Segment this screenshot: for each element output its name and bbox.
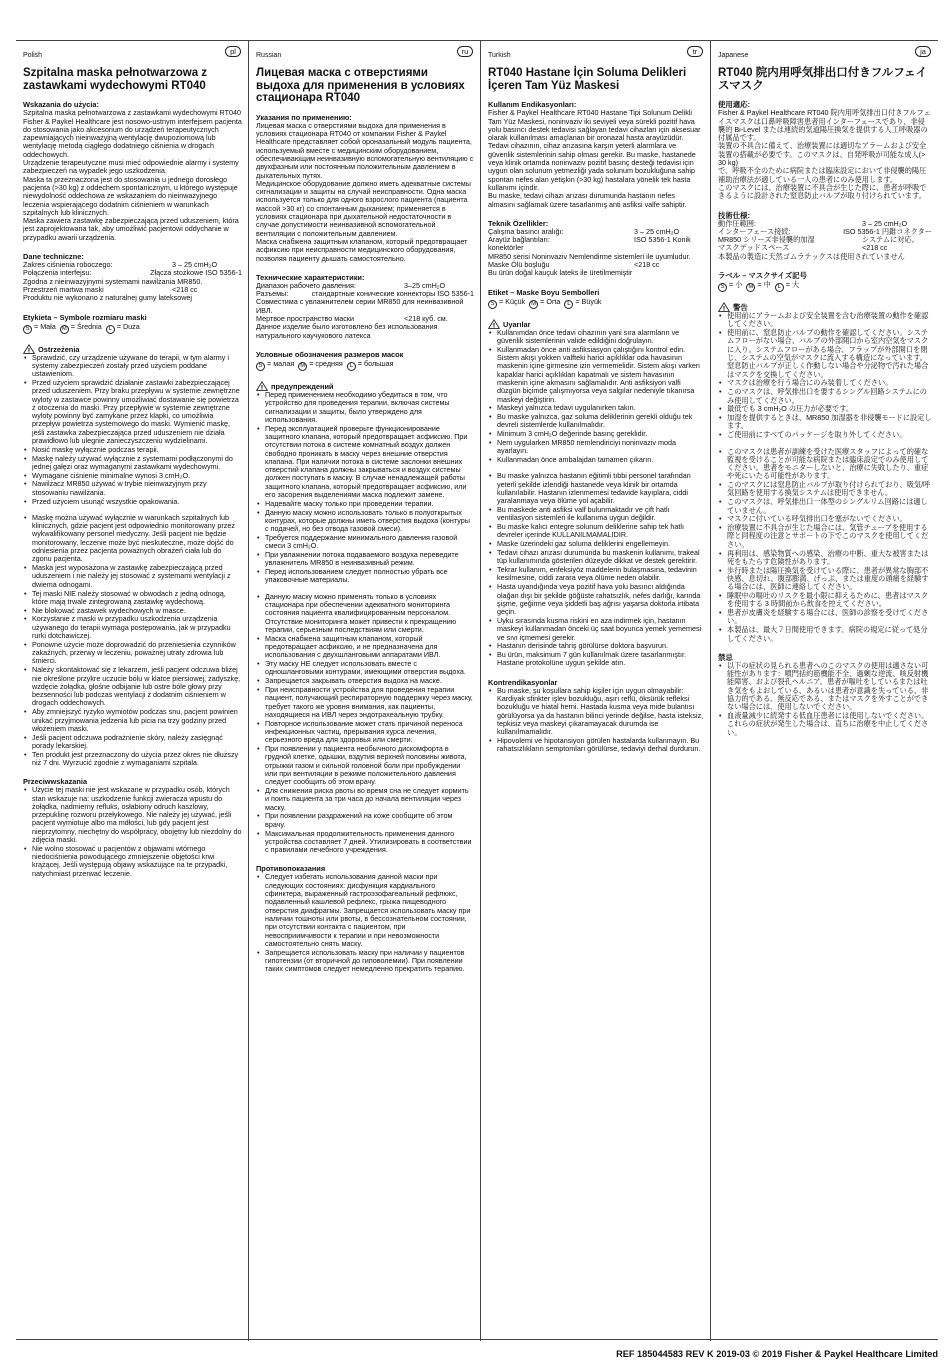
spec-label: Produktu nie wykonano z naturalnej gumy lateksowej	[23, 293, 193, 303]
size-meaning: = Büyük	[575, 296, 602, 306]
size-meaning: = 大	[785, 280, 800, 290]
spec-label: Bu ürün doğal kauçuk lateks ile üretilmemiştir	[488, 268, 633, 278]
spec-label: konektörler	[488, 243, 524, 253]
technical-specs-heading: Teknik Özellikler:	[488, 218, 549, 228]
warning-item: • Tej maski NIE należy stosować w obwodach z jedną odnogą, które mają trwale zintegrowaną zastawkę wydechową.	[23, 590, 242, 607]
warning-item: • Nem uygularken MR850 nemlendiriciyi noninvaziv moda ayarlayın.	[488, 439, 704, 456]
size-meaning: = Duża	[116, 321, 140, 331]
leaflet-sheet	[16, 40, 938, 1340]
language-code-badge: ru	[457, 46, 473, 57]
technical-specs-section	[256, 273, 474, 340]
warning-item: • Maska jest wyposażona w zastawkę zabezpieczającą przed uduszeniem i nie należy jej stosować z systemami wentylacji z dwiema odnogami.	[23, 564, 242, 589]
warning-item: • Bu ürün, maksimum 7 gün kullanılmak üzere tasarlanmıştır. Hastane protokolüne uygun şekilde atın.	[488, 651, 704, 668]
warning-item: • Aby zmniejszyć ryzyko wymiotów podczas snu, pacjent powinien unikać przyjmowania jedzenia lub picia na trzy godziny przed włożeniem maski.	[23, 708, 242, 733]
indications-section	[718, 100, 932, 200]
size-symbols-section	[256, 350, 474, 371]
warning-item: • 本製品は、最大７日間使用できます。病院の規定に従って処分してください。	[718, 626, 932, 643]
contraindication-item: • 以下の症状の見られる患者へのこのマスクの使用は適さない可能性があります：噴門括約筋機能不全、過剰な逆流、咳反射機能障害、および裂孔ヘルニア。患者が嘔吐をしているまたは吐き気をもよおしている、あるいは患者が意識を失っている、非協力的である、無反応である、またはマスクを外すことができない場合には、使用しないでください。	[718, 662, 932, 712]
warning-item: • ご使用前にすべてのパッケージを取り外してください。	[718, 431, 932, 439]
size-symbols-heading: ラベル – マスクサイズ記号	[718, 271, 807, 281]
warning-item: • Bu maske yalnızca hastanın eğitimli tıbbi personel tarafından yeterli şekilde izlendiği hastanede veya klinik bir ortamda kullanılabilir. Hastanın izlenmemesi tedavide kayıplara, ciddi yaralanmaya veya ölüme yol açabilir.	[488, 472, 704, 505]
warning-item: • Для снижения риска рвоты во время сна не следует кормить и поить пациента за три часа до начала вентиляции через маску.	[256, 787, 474, 812]
size-circle-icon: S	[256, 362, 265, 371]
size-circle-icon: M	[748, 284, 754, 291]
warning-item: • Маска снабжена защитным клапаном, который предотвращает асфиксию, и не предназначена для использования с двухшланговыми аппаратами ИВЛ.	[256, 635, 474, 660]
warning-item: • 最低でも 3 cmH₂O の圧力が必要です。	[718, 405, 932, 413]
warning-item: • Повторное использование может стать причиной переноса инфекционных частиц, прерывания курса лечения, серьезного вреда для здоровья или смерти.	[256, 720, 474, 745]
contraindication-item: • Nie wolno stosować u pacjentów z objawami wtórnego niedociśnienia powodującego zmniejszenie objętości krwi krążącej. Jeśli występują objawy wskazujące na te przypadki, natychmiast przerwać leczenie.	[23, 845, 242, 878]
warning-item: • 再利用は、感染物質への感染、治療の中断、重大な被害または死をもたらす危険性があります。	[718, 550, 932, 567]
contraindication-item: • 血液量減少に続発する低血圧患者には使用しないでください。これらの症状が発生した場合は、直ちに治療を中止してください。	[718, 712, 932, 737]
size-circle-icon: M	[531, 300, 537, 307]
indications-heading: 使用適応:	[718, 100, 751, 110]
contraindications-list	[488, 687, 704, 754]
contraindications-section	[488, 678, 704, 754]
size-symbol-legend	[256, 360, 474, 371]
language-name: Russian	[256, 52, 282, 59]
spec-value: стандартные конические коннекторы ISO 5356-1	[311, 289, 474, 299]
warning-item: • Przed użyciem sprawdzić działanie zastawki zabezpieczającej przed uduszeniem. Przy braku przepływu w systemie zewnętrzne wyloty w zastawce powinny umożliwiać dostawanie się powietrza z otoczenia do maski. Przy przepływie w systemie zewnętrzne wyloty powinny być zamykane przez klapki, co umożliwia przepływ powietrza systemowego do maski. Wymienić maskę, jeśli zastawka zabezpieczająca przed uduszeniem nie działa prawidłowo lub ulegnie zanieczyszczeniu wydzielinami.	[23, 379, 242, 445]
warnings-list	[256, 391, 474, 855]
warning-item: • Korzystanie z maski w przypadku uszkodzenia urządzenia używanego do terapii wymaga postępowania, jak w przypadku rurki dotchawiczej.	[23, 615, 242, 640]
spec-label: MR850 シリーズ非侵襲的加湿	[718, 235, 815, 245]
svg-text:!: !	[492, 321, 496, 329]
language-code-badge: tr	[687, 46, 703, 57]
warnings-section	[488, 319, 704, 668]
size-circle-icon: M	[300, 362, 306, 369]
spec-label: Połączenia interfejsu:	[23, 268, 92, 278]
size-circle-icon: S	[23, 325, 32, 334]
technical-specs-heading: Технические характеристики:	[256, 272, 365, 282]
warnings-heading: предупреждений	[271, 381, 334, 391]
warning-item: • Максимальная продолжительность применения данного устройства составляет 7 дней. Утилизировать в соответствии с правилами лечебного учреждения.	[256, 830, 474, 855]
indications-section	[256, 113, 474, 263]
spec-label: Maske Ölü boşluğu	[488, 260, 550, 270]
warning-item: • Эту маску НЕ следует использовать вместе с одношланговыми контурами, имеющими отверстия выдоха.	[256, 660, 474, 677]
spec-row	[256, 323, 474, 340]
contraindications-list	[718, 662, 932, 737]
warning-item: • Uyku sırasında kusma riskini en aza indirmek için, hastanın maskeyi kullanmadan önceki üç saat boyunca yemek yememesi ve sıvı içmemesi gerekir.	[488, 617, 704, 642]
spec-value: ISO 5356-1 Konik	[634, 235, 691, 245]
technical-specs-section	[23, 252, 242, 302]
size-circle-icon: S	[718, 283, 727, 292]
indications-text: Fisher & Paykel Healthcare RT040 院内用呼気排出口付きフルフェイスマスクは口鼻呼吸障害患者用インターフェースであり、非侵襲的 Bi-Level または連続的気道陽圧換気を提供する人工呼吸器の付属品です。 装置の不具合に備えて、治療装置には適切なアラームおよび安全装置の搭載が必要です。このマスクは、自発呼吸が可能な成人(> 30 kg) で、呼吸不全のために病院または臨床設定において非侵襲的陽圧補助治療法が適している一人の患者にのみ使用します。 このマスクには、治療装置に不具合が生じた際に、患者が呼吸できるように設計された窒息防止バルブが取り付けられています。	[718, 108, 931, 201]
spec-value: システムに対応。	[862, 235, 919, 245]
size-meaning: = малая	[267, 358, 295, 368]
size-symbols-heading: Etiket – Maske Boyu Sembolleri	[488, 287, 600, 297]
warning-item: • Kullanmadan önce ambalajdan tamamen çıkarın.	[488, 456, 704, 464]
indications-section	[488, 100, 704, 209]
warning-item: • Ten produkt jest przeznaczony do użycia przez okres nie dłuższy niż 7 dni. Wyrzucić zgodnie z wymaganiami szpitala.	[23, 751, 242, 768]
warnings-heading: Uyarılar	[503, 319, 531, 329]
indications-heading: Kullanım Endikasyonları:	[488, 100, 577, 110]
warning-item: • このマスクは患者が訓練を受けた医療スタッフによって的確な監視を受けることが可能な病院または臨床設定でのみ使用してください。患者をモニターしないと、治療に失敗したり、重症や死にいたる可能性があります。	[718, 448, 932, 481]
warning-item: • При неисправности устройства для проведения терапии пациент, получающий респираторную поддержку через маску, требует такого же уровня внимания, как пациенты, находящиеся на ИВЛ через эндотрахеальную трубку.	[256, 686, 474, 719]
spec-value: 3–25 cmH₂O	[404, 280, 446, 290]
warning-item: • Tedavi cihazı arızası durumunda bu maskenin kullanımı, trakeal tüp kullanımında gösterilen düzeyde dikkat ve destek gerektirir.	[488, 549, 704, 566]
warnings-section	[256, 381, 474, 855]
warning-item: • Kullanımdan önce tedavi cihazının yani sıra alarmların ve güvenlik sistemlerinin valide edildiğini doğrulayın.	[488, 329, 704, 346]
warning-item: • При появлении у пациента необычного дискомфорта в грудной клетке, одышки, вздутия верхней половины живота, отрыжки газом и сильной головной боли при пробуждении или при вентиляции в режиме положительного давления следует сообщить об этом врачу.	[256, 745, 474, 786]
contraindication-item: • Hipovolemi ve hipotansiyon görülen hastalarda kullanmayın. Bu rahatsızlıkların semptomları görülürse, tedaviyi derhal durdurun.	[488, 737, 704, 754]
warning-item: • 歩行時または陽圧換気を受けている際に、患者が異常な胸部不快感、息切れ、腹部膨満、げっぷ、または重度の頭痛を経験する場合には、医師に連絡してください。	[718, 567, 932, 592]
warning-item: • Maskeyi yalnızca tedavi uygulanırken takın.	[488, 404, 704, 412]
spec-value: 3 – 25 cmH₂O	[172, 260, 218, 270]
language-name: Turkish	[488, 52, 511, 59]
warning-item: • Перед применением необходимо убедиться в том, что устройство для проведения терапии, включая системы сигнализации и защиты, было утверждено для использования.	[256, 391, 474, 424]
size-meaning: = Orta	[540, 296, 561, 306]
contraindications-heading: Przeciwwskazania	[23, 777, 88, 787]
technical-specs-section	[488, 219, 704, 278]
size-meaning: = 小	[729, 280, 743, 290]
indications-text: Fisher & Paykel Healthcare RT040 Hastane Tipi Solunum Delikli Tam Yüz Maskesi, noninvaziv iki seviyeli veya sürekli pozitif hava yolu basıncı destek tedavisi sağlayan tedavi cihazları için aksesuar olarak kullanılması amaçlanan bir oronazal hasta arayüzüdür. Tedavi cihazının, cihaz arızasına karşın yeterli alarmlara ve güvenlik sistemlerinin sahip olması gerekir. Bu maske, hastanede veya klinik ortamda noninvaziv pozitif basınç desteği tedavisi için uygun olan solunum yetmezliği yada solunum bozukluğuna sahip spontan nefes alan yetişkin (>30 kg) hastalara yönelik tek hasta kullanımı içindir. Bu maske, tedavi cihazı arızası durumunda hastanın nefes almasını sağlamak üzere tasarlanmış anti asfiksi valfe sahiptir.	[488, 108, 701, 209]
size-circle-icon: S	[488, 300, 497, 309]
contraindications-section	[256, 864, 474, 973]
warning-item: • Bu maske yalnızca, gaz soluma deliklerinin gerekli olduğu tek devreli sistemlerde kullanılmalıdır.	[488, 413, 704, 430]
warnings-section	[23, 344, 242, 768]
size-meaning: = Küçük	[499, 296, 526, 306]
spec-value: 3 – 25 cmH₂O	[634, 226, 680, 236]
warning-item: • Hastanın derisinde tahriş görülürse doktora başvurun.	[488, 642, 704, 650]
svg-text:!: !	[27, 346, 31, 354]
language-code-badge: pl	[225, 46, 241, 57]
spec-label: Разъемы:	[256, 289, 289, 299]
contraindications-list	[256, 873, 474, 973]
size-symbols-section	[488, 288, 704, 309]
spec-label: Совместима с увлажнителем серии MR850 для неинвазивной ИВЛ.	[256, 297, 464, 315]
warning-item: • Maskę można używać wyłącznie w warunkach szpitalnych lub klinicznych, gdzie pacjent jest odpowiednio monitorowany przez wykwalifikowany personel medyczny. Jeśli pacjent nie będzie monitorowany, leczenie może być nieskuteczne, może dojść do odniesienia przez pacjenta poważnych obrażeń ciała lub do zgonu pacjenta.	[23, 514, 242, 564]
warning-item: • Hasta uyandığında veya pozitif hava yolu basıncı aldığında olağan dışı bir şekilde göğüste rahatsızlık, nefes darlığı, karında şişme, geğirme veya şiddetli baş ağrısı yaşarsa doktorla irtibata geçin.	[488, 583, 704, 616]
warning-item: • Sprawdzić, czy urządzenie używane do terapii, w tym alarmy i systemy zabezpieczeń zostały przed użyciem poddane ustawieniom.	[23, 354, 242, 379]
warning-item: • マスクに付いている呼気排出口を塞がないでください。	[718, 515, 932, 523]
contraindications-heading: Kontrendikasyonlar	[488, 677, 558, 687]
spec-label: Мертвое пространство маски	[256, 314, 354, 324]
warning-item: • Требуется поддержание минимального давления газовой смеси 3 cmH₂O.	[256, 534, 474, 551]
language-code-badge: ja	[915, 46, 931, 57]
contraindication-item: • Запрещается использовать маску при наличии у пациентов гипотензии (от вторичной до гиповолемии). При появлении таких симптомов следует немедленно прекратить терапию.	[256, 949, 474, 974]
warning-item: • 使用前にアラームおよび安全装置を含む治療装置の動作を確認してください。	[718, 312, 932, 329]
warning-item: • Kullanmadan önce anti asfiksiasyon çalıştığını kontrol edin. Sistem akışı yokken valfteki harici açıklıklar oda havasının maskenin içine girmesine izin vermemelidir. Sistem akışı varken kapaklar harici açıklıkları kapatmalı ve sistem havasının maskenin içine akmasını sağlamalıdır. Anti asfiksiyon valfi düzgün biçimde çalışmıyorsa veya salgılar nedeniyle tıkanırsa maskeyi değiştirin.	[488, 346, 704, 404]
spec-label: Arayüz bağlantıları:	[488, 235, 550, 245]
contraindications-heading: 禁忌	[718, 652, 733, 662]
product-title: Лицевая маска с отверстиями выдоха для применения в условиях стационара RT040	[256, 67, 465, 105]
warnings-heading: 警告	[733, 303, 748, 313]
warning-item: • Tekrar kullanım, enfeksiyöz maddelerin bulaşmasına, tedavinin kesilmesine, ciddi zarara veya ölüme neden olabilir.	[488, 566, 704, 583]
warning-item: • При появлении раздражений на коже сообщите об этом врачу.	[256, 812, 474, 829]
spec-label: 本製品の製造に天然ゴムラテックスは使用されていません	[718, 251, 905, 261]
spec-label: 動作圧範囲:	[718, 218, 756, 228]
indications-section	[23, 100, 242, 242]
contraindication-item: • Użycie tej maski nie jest wskazane w przypadku osób, których stan wskazuje na: uszkodzenie funkcji zwieracza wpustu do żołądka, nadmierny refluks, osłabiony odruch kaszlowy, przepuklinę rozworu przełykowego. Nie należy jej używać, jeśli pacjent wymiotuje albo ma mdłości, lub gdy pacjent jest nieprzytomny, niechętny do współpracy, obojętny lub niezdolny do zdjęcia maski.	[23, 786, 242, 844]
warnings-section	[718, 302, 932, 643]
warning-item: • マスクは治療を行う場合にのみ装着してください。	[718, 379, 932, 387]
spec-label: Диапазон рабочего давления:	[256, 280, 356, 290]
spec-value: 3 – 25 cmH₂O	[862, 218, 908, 228]
warning-item: • Nie blokować zastawek wydechowych w masce.	[23, 607, 242, 615]
warning-item: • 加湿を提供するときは、MR850 加湿器を非侵襲モードに設定します。	[718, 414, 932, 431]
indications-text: Лицевая маска с отверстиями выдоха для применения в условиях стационара RT040 от компании Fisher & Paykel Healthcare представляет собой ороназальный модуль пациента, используемый вместе с медицинским оборудованием, обеспечивающим неинвазивную вспомогательную вентиляцию с двухфазным или постоянным положительным давлением в дыхательных путях. Медицинское оборудование должно иметь адекватные системы сигнализации и защиты на случай неисправности. Одна маска используется только для одного взрослого пациента (пациента массой >30 кг) со спонтанным дыханием; применяется в условиях стационара при дыхательной недостаточности в случае допустимости неинвазивной вспомогательной вентиляции с положительным давлением. Маска снабжена защитным клапаном, который предотвращает асфиксию при неисправности медицинского оборудования, позволяя пациенту дышать самостоятельно.	[256, 120, 474, 263]
technical-specs-section	[718, 211, 932, 261]
contraindications-section	[718, 653, 932, 737]
product-title: Szpitalna maska pełnotwarzowa z zastawkami wydechowymi RT040	[23, 67, 208, 92]
size-meaning: = средняя	[309, 358, 343, 368]
warning-item: • Przed użyciem usunąć wszystkie opakowania.	[23, 498, 242, 506]
spec-label: MR850 serisi Noninvaziv Nemlendirme sistemleri ile uyumludur.	[488, 251, 691, 261]
warning-item: • このマスクには窒息防止バルブが取り付けられており、吸気/呼気回路を使用する換気システムは使用できません。	[718, 481, 932, 498]
warning-item: • Ponowne użycie może doprowadzić do przeniesienia czynników zakaźnych, przerwy w leczeniu, poważnej utraty zdrowia lub śmierci.	[23, 641, 242, 666]
spec-value: <218 cc	[862, 243, 888, 253]
warning-item: • Перед эксплуатацией проверьте функционирование защитного клапана, который предотвращает асфиксию. При отсутствии потока в системе комнатный воздух должен свободно проникать в маску через внешние отверстия клапана. При наличии потока в системе заслонки внешних отверстий клапана должны закрываться и воздух системы должен поступать в маску. В случае ненадлежащей работы защитного клапана, который предотвращает асфиксию, или его засорения выделениями маска подлежит замене.	[256, 425, 474, 500]
language-name: Japanese	[718, 52, 749, 59]
size-circle-icon: L	[106, 325, 115, 334]
spec-label: Данное изделие было изготовлено без использования натурального каучукового латекса	[256, 322, 438, 340]
size-symbol-legend	[718, 281, 932, 292]
size-symbols-section	[718, 271, 932, 292]
spec-value: Złącza stożkowe ISO 5356-1	[150, 268, 242, 278]
warning-item: • Bu maskede anti asfiksi valf bulunmaktadır ve çift hatlı ventilasyon sistemleri ile kullanıma uygun değildir.	[488, 506, 704, 523]
size-symbol-legend	[23, 323, 242, 334]
technical-specs-heading: 技術仕様:	[718, 210, 751, 220]
indications-heading: Указания по применению:	[256, 112, 352, 122]
warning-item: • Запрещается закрывать отверстия выдоха на маске.	[256, 677, 474, 685]
size-meaning: = большая	[357, 358, 394, 368]
spec-value: ISO 5356-1 円錐コネクター	[843, 226, 932, 236]
contraindications-heading: Противопоказания	[256, 864, 326, 874]
spec-row	[488, 269, 704, 277]
contraindications-list	[23, 786, 242, 878]
contraindication-item: • Следует избегать использования данной маски при следующих состояниях: дисфункция кардиального сфинктера, выраженный гастроэзофагеальный рефлюкс, подавленный кашлевой рефлекс, грыжа пищеводного отверстия диафрагмы. Запрещается использовать маску при наличии тошноты или рвоты, в бессознательном состоянии, при отсутствии контакта с пациентом, при невосприимчивости к терапии и при невозможности самостоятельно снять маску.	[256, 873, 474, 948]
spec-label: インターフェース接続:	[718, 226, 791, 236]
size-circle-icon: L	[347, 362, 356, 371]
warning-item: • Maske üzerindeki gaz soluma deliklerini engellemeyin.	[488, 540, 704, 548]
warning-item: • このマスクは、呼気排出口を要するシングル回路システムにのみ使用してください。	[718, 388, 932, 405]
warning-item: • Minimum 3 cmH₂O değerinde basınç gereklidir.	[488, 430, 704, 438]
size-symbols-section	[23, 313, 242, 334]
warnings-list	[23, 354, 242, 768]
warning-item: • Данную маску можно использовать только в полуоткрытых контурах, которые должны иметь отверстия выдоха (контуры с подачей, но без отвода газовой смеси).	[256, 509, 474, 534]
language-name: Polish	[23, 52, 43, 59]
indications-heading: Wskazania do użycia:	[23, 100, 99, 110]
contraindications-section	[23, 777, 242, 878]
warnings-list	[488, 329, 704, 668]
spec-row	[256, 298, 474, 315]
size-meaning: = Mała	[34, 321, 56, 331]
svg-text:!: !	[260, 383, 264, 391]
size-meaning: = Średnia	[70, 321, 102, 331]
column-turkish	[480, 41, 710, 1341]
warning-item: • Wymagane ciśnienie minimalne wynosi 3 cmH₂O.	[23, 472, 242, 480]
size-symbol-legend	[488, 298, 704, 309]
warning-item: • Nosić maskę wyłącznie podczas terapii.	[23, 446, 242, 454]
warning-item: • При увлажнении потока подаваемого воздуха переведите увлажнитель MR850 в неинвазивный режим.	[256, 551, 474, 568]
warning-item: • Maskę należy używać wyłącznie z systemami podłączonymi do jednej gałęzi oraz wymaganymi zastawkami wydechowymi.	[23, 455, 242, 472]
warning-item: • Надевайте маску только при проведении терапии.	[256, 500, 474, 508]
product-title: RT040 院内用呼気排出口付きフルフェイスマスク	[718, 67, 928, 92]
footer-reference: REF 185044583 REV K 2019-03 © 2019 Fisher & Paykel Healthcare Limited	[616, 1349, 938, 1359]
column-japanese	[710, 41, 938, 1341]
warning-item: • 患者が皮膚炎を経験する場合には、医師の診察を受けてください。	[718, 609, 932, 626]
warnings-list	[718, 312, 932, 643]
warning-item: • このマスクは、呼気排出口一体型のシングルリム回路には適していません。	[718, 498, 932, 515]
warning-item: • 使用前に、窒息防止バルブの動作を確認してください。システムフローがない場合、バルブの外部開口から室内空気をマスクに入り。システムフローがある場合、フラップが外部開口を閉じ、システムの空気がマスクに流入する構造になっています。窒息防止バルブが正しく作動しない場合や分泌物で汚れた場合はマスクを交換してください。	[718, 329, 932, 379]
spec-label: Çalışma basıncı aralığı:	[488, 226, 564, 236]
warning-item: • Bu maske kalıcı entegre solunum deliklerine sahip tek hatlı devreler içerinde KULLANILMAMALIDIR.	[488, 523, 704, 540]
product-title: RT040 Hastane İçin Soluma Delikleri İçeren Tam Yüz Maskesi	[488, 67, 687, 92]
size-meaning: = 中	[757, 280, 771, 290]
spec-label: Zgodna z nieinwazyjnymi systemami nawilżania MR850.	[23, 276, 203, 286]
size-circle-icon: M	[61, 325, 67, 332]
spec-label: Przestrzeń martwa maski	[23, 284, 104, 294]
warning-item: • 睡眠中の嘔吐のリスクを最小限に抑えるために、患者はマスクを使用する 3 時間前から飲食を控えてください。	[718, 592, 932, 609]
spec-label: マスクデッドスペース	[718, 243, 790, 253]
column-polish	[16, 41, 248, 1341]
spec-label: Zakres ciśnienia roboczego:	[23, 260, 113, 270]
indications-text: Szpitalna maska pełnotwarzowa z zastawkami wydechowymi RT040 Fisher & Paykel Healthcare jest nosowo-ustnym interfejsem pacjenta do stosowania jako akcesorium do urządzeń terapeutycznych zapewniających nieinwazyjną wentylację dwupoziomową lub wentylację metodą ciągłego dodatniego ciśnienia w drogach oddechowych. Urządzenie terapeutyczne musi mieć odpowiednie alarmy i systemy zabezpieczeń na wypadek jego uszkodzenia. Maska ta przeznaczona jest do stosowania u jednego dorosłego pacjenta (>30 kg) z oddechem spontanicznym, u którego występuje niewydolność oddechowa ze wskazaniem do nieinwazyjnego leczenia wspierającego dodatnim ciśnieniem w warunkach szpitalnych lub klinicznych. Maska zawiera zastawkę zabezpieczającą przed uduszeniem, która jest zaprojektowana tak, aby umożliwić pacjentowi oddychanie w przypadku awarii urządzenia.	[23, 108, 242, 242]
warning-item: • Jeśli pacjent odczuwa podrażnienie skóry, należy zasięgnąć porady lekarskiej.	[23, 734, 242, 751]
warnings-heading: Ostrzeżenia	[38, 344, 80, 354]
warning-item: • Należy skontaktować się z lekarzem, jeśli pacjent odczuwa bliżej nie określone przykre uczucie bólu w klatce piersiowej, zadyszkę, wzdęcie żołądka, głośne odbijanie lub ostre bóle głowy przy bezsenności lub podczas wentylacji z dodatnim ciśnieniem w drogach oddechowych.	[23, 666, 242, 707]
svg-text:!: !	[722, 304, 726, 313]
spec-value: <218 cc	[634, 260, 660, 270]
technical-specs-heading: Dane techniczne:	[23, 252, 84, 262]
warning-item: • 治療装置に不具合が生じた場合には、気管チューブを使用する際と同程度の注意とサポートの下でこのマスクを使用してください。	[718, 524, 932, 549]
spec-row	[718, 253, 932, 261]
spec-value: <218 куб. см.	[404, 314, 448, 324]
size-circle-icon: L	[564, 300, 573, 309]
spec-value: <218 cc	[172, 284, 198, 294]
size-circle-icon: L	[775, 283, 784, 292]
size-symbols-heading: Условные обозначения размеров масок	[256, 349, 404, 359]
column-russian	[248, 41, 480, 1341]
warning-item: • Nawilżacz MR850 używać w trybie nieinwazyjnym przy stosowaniu nawilżania.	[23, 480, 242, 497]
spec-row	[23, 294, 242, 302]
size-symbols-heading: Etykieta – Symbole rozmiaru maski	[23, 312, 147, 322]
warning-item: • Данную маску можно применять только в условиях стационара при обеспечении адекватного мониторинга состояния пациента квалифицированным персоналом. Отсутствие мониторинга может привести к прекращению терапии, серьезным последствиям или смерти.	[256, 593, 474, 634]
warning-item: • Перед использованием следует полностью убрать все упаковочные материалы.	[256, 568, 474, 585]
contraindication-item: • Bu maske, şu koşullara sahip kişiler için uygun olmayabilir: Kardiyak sfinkter işlev bozukluğu, aşırı reflü, öksürük refleksi bozukluğu ve hiatal herni. Hastada kusma veya mide bulantısı görülüyorsa ya da hastanın bilinci yerinde değilse, hasta isteksiz, tepkisiz veya maskeyi çıkaramayacak durumda ise kullanılmamalıdır.	[488, 687, 704, 737]
